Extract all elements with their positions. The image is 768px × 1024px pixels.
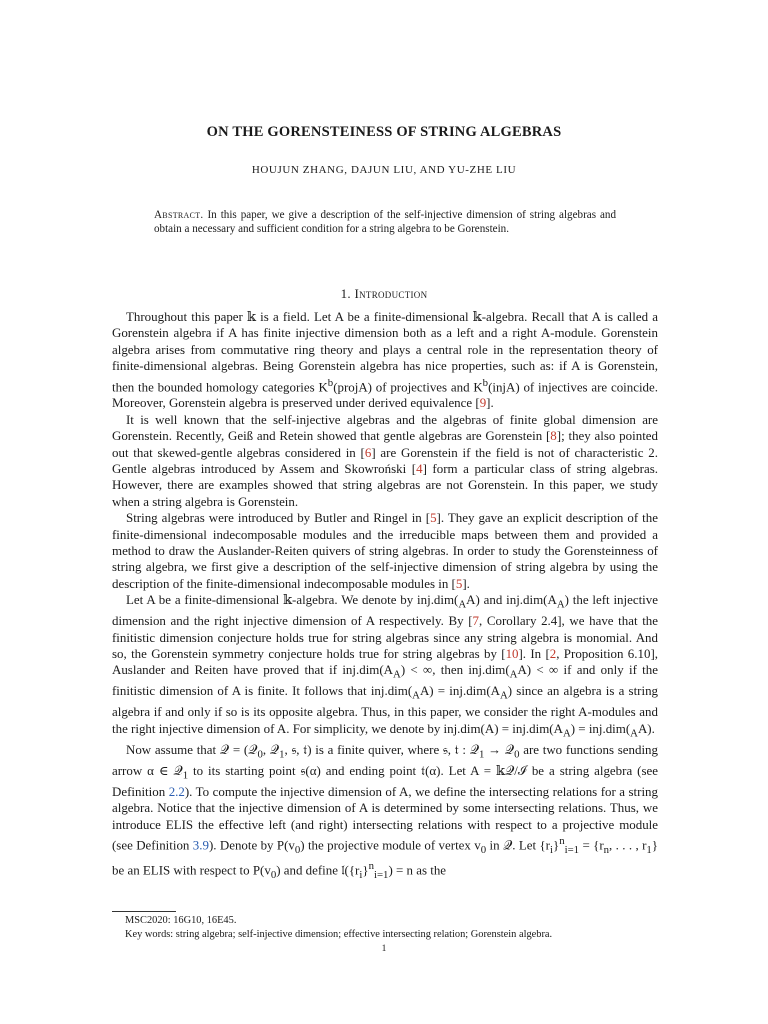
subscript: 0	[270, 869, 277, 882]
text-run: ) the left injective dimension and the right injective dimension of A respectively. By [	[112, 592, 658, 629]
subscript: i	[359, 869, 363, 882]
subscript: A	[509, 669, 518, 681]
paragraph-3	[112, 510, 658, 592]
text-run: (projA) of projectives and K	[333, 378, 483, 394]
paragraph-1	[112, 309, 658, 412]
footnote-rule	[112, 911, 176, 912]
text-run: , 𝔰, 𝔱) is a finite quiver, where 𝔰, 𝔱 : 𝒬	[284, 741, 480, 757]
keywords: Key words: string algebra; self-injective dimension; effective intersecting relation; Gorenstein algebra.	[125, 928, 553, 940]
citation-link[interactable]: 10	[505, 646, 519, 662]
citation-link[interactable]: 6	[364, 444, 372, 460]
subscript: A	[630, 727, 638, 740]
superscript: b	[327, 376, 334, 389]
subscript: i	[549, 843, 553, 856]
abstract-label: Abstract.	[154, 209, 204, 221]
abstract	[154, 208, 616, 236]
text-run: ]; they also pointed out that skewed-gentle algebras considered in [	[112, 428, 658, 460]
text-run: , Proposition 6.10], Auslander and Reiten have proved that if inj.dim(A	[112, 646, 658, 678]
footnotes	[125, 914, 685, 941]
text-run: String algebras were introduced by Butler and Ringel in [	[126, 510, 431, 526]
text-run: ). To compute the injective dimension of A, we define the intersecting relations for a string algebra. Notice that the injective dimension of A is determined by some intersecting relations. Thus, we introduce ELIS the effective left (and right) intersecting relations with respect to a projective module (see Definition	[112, 783, 658, 853]
text-run: (injA) of injectives are coincide. Moreover, Gorenstein algebra is preserved under derived equivalence [	[112, 378, 659, 411]
superscript: b	[482, 376, 489, 389]
subscript: A	[556, 598, 565, 611]
paragraph-4	[112, 592, 658, 742]
paragraph-5	[112, 742, 658, 884]
citation-link[interactable]: 2	[549, 646, 557, 662]
text-run: }	[552, 837, 560, 853]
text-run: in 𝒬. Let {r	[486, 837, 550, 853]
definition-link[interactable]: 2.2	[168, 783, 185, 799]
msc-classification: MSC2020: 16G10, 16E45.	[125, 915, 237, 926]
citation-link[interactable]: 8	[550, 428, 557, 444]
citation-link[interactable]: 5	[455, 575, 463, 591]
subscript: 0	[514, 748, 520, 761]
superscript: n	[368, 860, 374, 873]
paper-authors: HOUJUN ZHANG, DAJUN LIU, AND YU-ZHE LIU	[251, 164, 517, 176]
text-run: ] are Gorenstein if the field is not of characteristic 2. Gentle algebras introduced by Assem and Skowroński [	[112, 444, 658, 476]
text-run: ) = n as the	[388, 862, 447, 878]
text-run: Now assume that 𝒬 = (𝒬	[126, 741, 258, 757]
text-run: A) < ∞ if and only if the finitistic dimension of A is finite. It follows that inj.dim(	[112, 662, 658, 699]
subscript: A	[412, 689, 420, 702]
text-run: ) the projective module of vertex v	[300, 837, 481, 853]
text-run: , Corollary 2.4], we have that the finitistic dimension conjecture holds true for string algebras since any string algebra is monomial. And so, the Gorenstein symmetry conjecture holds true for string algebras by [	[112, 613, 659, 662]
body-text	[112, 309, 658, 884]
subscript: 1	[182, 769, 189, 782]
superscript: n	[559, 834, 565, 847]
paragraph-2	[112, 412, 658, 510]
text-run: ]. In [	[518, 646, 550, 662]
text-run: }	[362, 862, 369, 878]
citation-link[interactable]: 5	[430, 510, 437, 526]
text-run: ].	[462, 575, 470, 591]
definition-link[interactable]: 3.9	[192, 837, 209, 853]
citation-link[interactable]: 4	[416, 460, 423, 476]
text-run: ). Denote by P(v	[208, 837, 295, 853]
subscript: n	[603, 843, 610, 856]
subscript: 1	[279, 748, 285, 761]
subscript: A	[458, 598, 467, 611]
text-run: → 𝒬	[484, 741, 515, 757]
text-run: } be an ELIS with respect to P(v	[112, 837, 658, 878]
text-run: , 𝒬	[262, 741, 280, 757]
text-run: A) = inj.dim(A	[419, 683, 500, 699]
text-run: ]. They gave an explicit description of the finite-dimensional indecomposable modules and the irreducible maps between them and provided a method to draw the Auslander-Reiten quivers of string algebras. In order to study the Gorensteinness of string algebra, we first give a description of the self-injective dimension of string algebra by using the description of the finite-dimensional indecomposable modules in [	[112, 510, 658, 591]
text-run: , . . . , r	[609, 837, 647, 853]
text-run: Throughout this paper 𝕜 is a field. Let A be a finite-dimensional 𝕜-algebra. Recall that A is called a Gorenstein algebra if A has finite injective dimension both as a left and a right A-module. Gorenstein algebra arises from commutative ring theory and plays a central role in the representation theory of finite-dimensional algebras. Being Gorenstein algebra has nice properties, such as: if A is Gorenstein, then the bounded homology categories K	[112, 309, 658, 394]
section-heading: 1. Introduction	[340, 286, 428, 301]
text-run: A).	[637, 720, 655, 736]
text-run: ] form a particular class of string algebras. However, there are examples showed that string algebras are not Gorenstein. In this paper, we study when a string algebra is Gorenstein.	[112, 460, 658, 509]
subscript: 0	[257, 748, 263, 761]
subscript: 1	[479, 748, 485, 761]
subscript: A	[393, 669, 401, 681]
text-run: A) and inj.dim(A	[466, 592, 557, 608]
subscript: A	[499, 689, 508, 702]
text-run: are two functions sending arrow α ∈ 𝒬	[112, 741, 658, 778]
text-run: ) = inj.dim(	[570, 720, 631, 736]
text-run: ].	[486, 395, 494, 411]
subscript: i=1	[373, 869, 389, 882]
subscript: 1	[646, 843, 652, 856]
text-run: Let A be a finite-dimensional 𝕜-algebra. We denote by inj.dim(	[126, 592, 459, 608]
text-run: It is well known that the self-injective algebras and the algebras of finite global dimension are Gorenstein. Recently, Geiß and Retein showed that gentle algebras are Gorenstein [	[112, 411, 658, 444]
paper-title: ON THE GORENSTEINESS OF STRING ALGEBRAS	[206, 124, 562, 140]
text-run: ) since an algebra is a string algebra if and only if so is its opposite algebra. Thus, in this paper, we consider the right A-modules and the right injective dimension of A. For simplicity, we denote by inj.dim(A) = inj.dim(A	[112, 683, 659, 736]
text-run: ) < ∞, then inj.dim(	[400, 662, 510, 678]
subscript: A	[562, 727, 571, 740]
subscript: 0	[294, 843, 301, 856]
page-number: 1	[381, 944, 387, 954]
citation-link[interactable]: 7	[472, 613, 479, 629]
text-run: ) and define 𝔩({r	[276, 862, 360, 878]
text-run: = {r	[579, 837, 604, 853]
citation-link[interactable]: 9	[479, 395, 487, 411]
subscript: i=1	[564, 843, 580, 856]
text-run: to its starting point 𝔰(α) and ending point 𝔱(α). Let A = 𝕜𝒬/ℐ be a string algebra (see Definition	[112, 762, 658, 799]
abstract-text: In this paper, we give a description of the self-injective dimension of string algebras and obtain a necessary and sufficient condition for a string algebra to be Gorenstein.	[154, 209, 616, 235]
subscript: 0	[480, 843, 487, 856]
